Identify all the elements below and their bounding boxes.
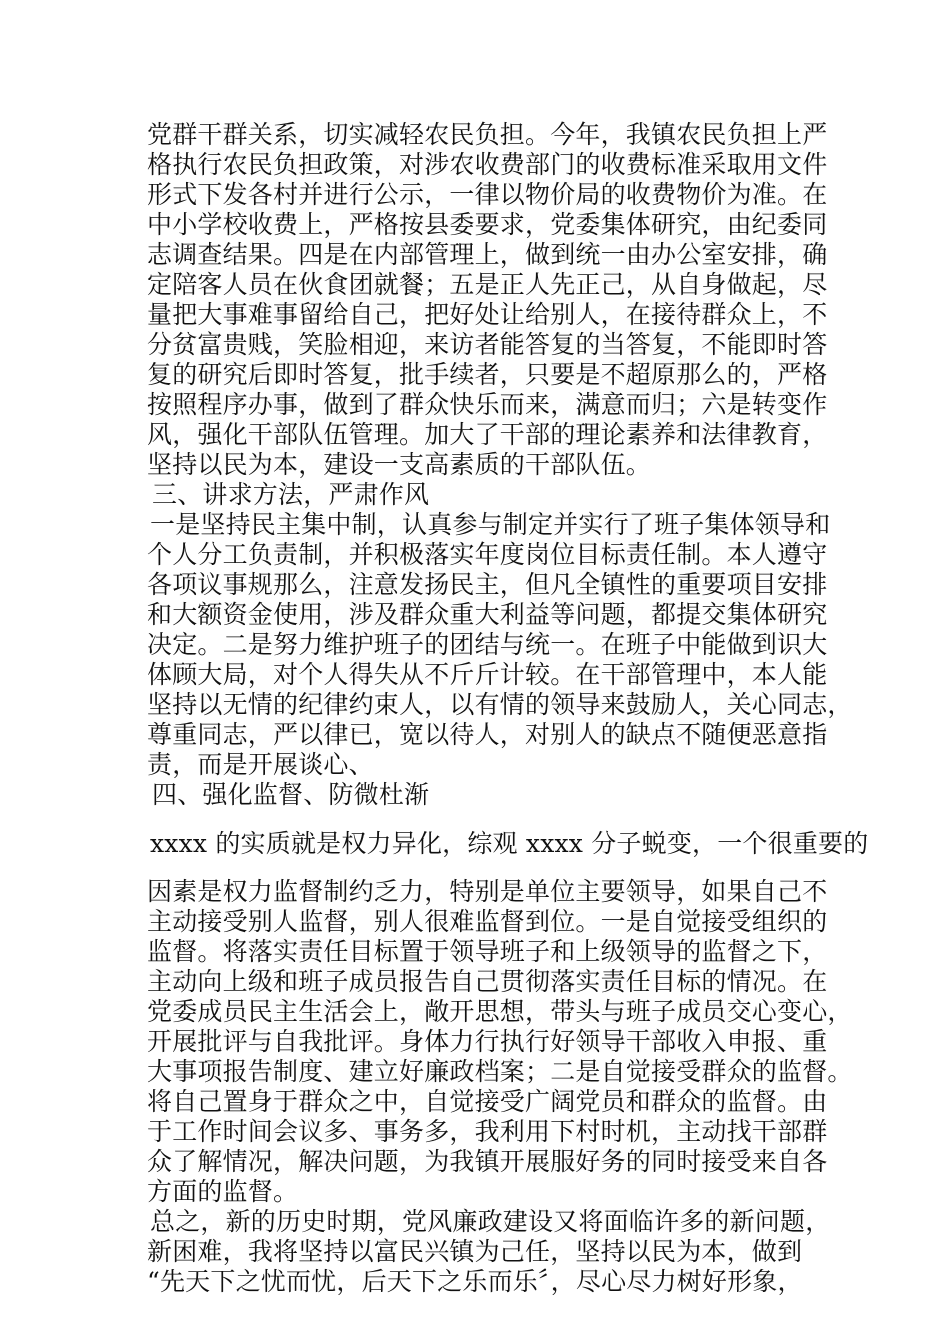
paragraph-line: 分贫富贵贱，笑脸相迎，来访者能答复的当答复，不能即时答	[147, 330, 828, 359]
paragraph-line: “先天下之忧而忧，后天下之乐而乐〞，尽心尽力树好形象，	[147, 1267, 803, 1296]
section-heading-3: 三、讲求方法，严肃作风	[152, 480, 430, 509]
section-heading-4: 四、强化监督、防微杜渐	[152, 780, 430, 809]
paragraph-line: 体顾大局，对个人得失从不斤斤计较。在干部管理中，本人能	[147, 660, 828, 689]
paragraph-line: 按照程序办事，做到了群众快乐而来，满意而归；六是转变作	[147, 390, 828, 419]
paragraph-line: 格执行农民负担政策，对涉农收费部门的收费标准采取用文件	[147, 150, 828, 179]
paragraph-line: 因素是权力监督制约乏力，特别是单位主要领导，如果自己不	[147, 877, 828, 906]
paragraph-line: 风，强化干部队伍管理。加大了干部的理论素养和法律教育，	[147, 420, 828, 449]
paragraph-line: 主动向上级和班子成员报告自己贯彻落实责任目标的情况。在	[147, 967, 828, 996]
paragraph-line: 志调查结果。四是在内部管理上，做到统一由办公室安排，确	[147, 240, 828, 269]
paragraph-line: 党群干群关系，切实减轻农民负担。今年，我镇农民负担上严	[147, 120, 828, 149]
paragraph-line: 量把大事难事留给自己，把好处让给别人，在接待群众上，不	[147, 300, 828, 329]
paragraph-line: 坚持以民为本，建设一支高素质的干部队伍。	[147, 450, 652, 479]
paragraph-line: 于工作时间会议多、事务多，我利用下村时机，主动找干部群	[147, 1117, 828, 1146]
paragraph-line: 个人分工负责制，并积极落实年度岗位目标责任制。本人遵守	[147, 540, 828, 569]
paragraph-line: 主动接受别人监督，别人很难监督到位。一是自觉接受组织的	[147, 907, 828, 936]
paragraph-line: xxxx 的实质就是权力异化，综观 xxxx 分子蜕变，一个很重要的	[150, 829, 869, 858]
paragraph-line: 和大额资金使用，涉及群众重大利益等问题，都提交集体研究	[147, 600, 828, 629]
paragraph-line: 定陪客人员在伙食团就餐；五是正人先正己，从自身做起，尽	[147, 270, 828, 299]
paragraph-line: 众了解情况，解决问题，为我镇开展服好务的同时接受来自各	[147, 1147, 828, 1176]
paragraph-line: 新困难，我将坚持以富民兴镇为己任，坚持以民为本，做到	[147, 1237, 803, 1266]
paragraph-line: 中小学校收费上，严格按县委要求，党委集体研究，由纪委同	[147, 210, 828, 239]
paragraph-line: 总之，新的历史时期，党风廉政建设又将面临许多的新问题，	[150, 1207, 831, 1236]
paragraph-line: 方面的监督。	[147, 1177, 299, 1206]
paragraph-line: 尊重同志，严以律已，宽以待人，对别人的缺点不随便恶意指	[147, 720, 828, 749]
paragraph-line: 决定。二是努力维护班子的团结与统一。在班子中能做到识大	[147, 630, 828, 659]
paragraph-line: 监督。将落实责任目标置于领导班子和上级领导的监督之下，	[147, 937, 828, 966]
paragraph-line: 一是坚持民主集中制，认真参与制定并实行了班子集体领导和	[150, 510, 831, 539]
paragraph-line: 各项议事规那么，注意发扬民主，但凡全镇性的重要项目安排	[147, 570, 828, 599]
paragraph-line: 坚持以无情的纪律约束人，以有情的领导来鼓励人，关心同志，	[147, 690, 853, 719]
paragraph-line: 责，而是开展谈心、	[147, 750, 374, 779]
paragraph-line: 开展批评与自我批评。身体力行执行好领导干部收入申报、重	[147, 1027, 828, 1056]
paragraph-line: 党委成员民主生活会上，敞开思想，带头与班子成员交心变心，	[147, 997, 853, 1026]
paragraph-line: 大事项报告制度、建立好廉政档案；二是自觉接受群众的监督。	[147, 1057, 853, 1086]
paragraph-line: 复的研究后即时答复，批手续者，只要是不超原那么的，严格	[147, 360, 828, 389]
paragraph-line: 将自己置身于群众之中，自觉接受广阔党员和群众的监督。由	[147, 1087, 828, 1116]
paragraph-line: 形式下发各村并进行公示，一律以物价局的收费物价为准。在	[147, 180, 828, 209]
